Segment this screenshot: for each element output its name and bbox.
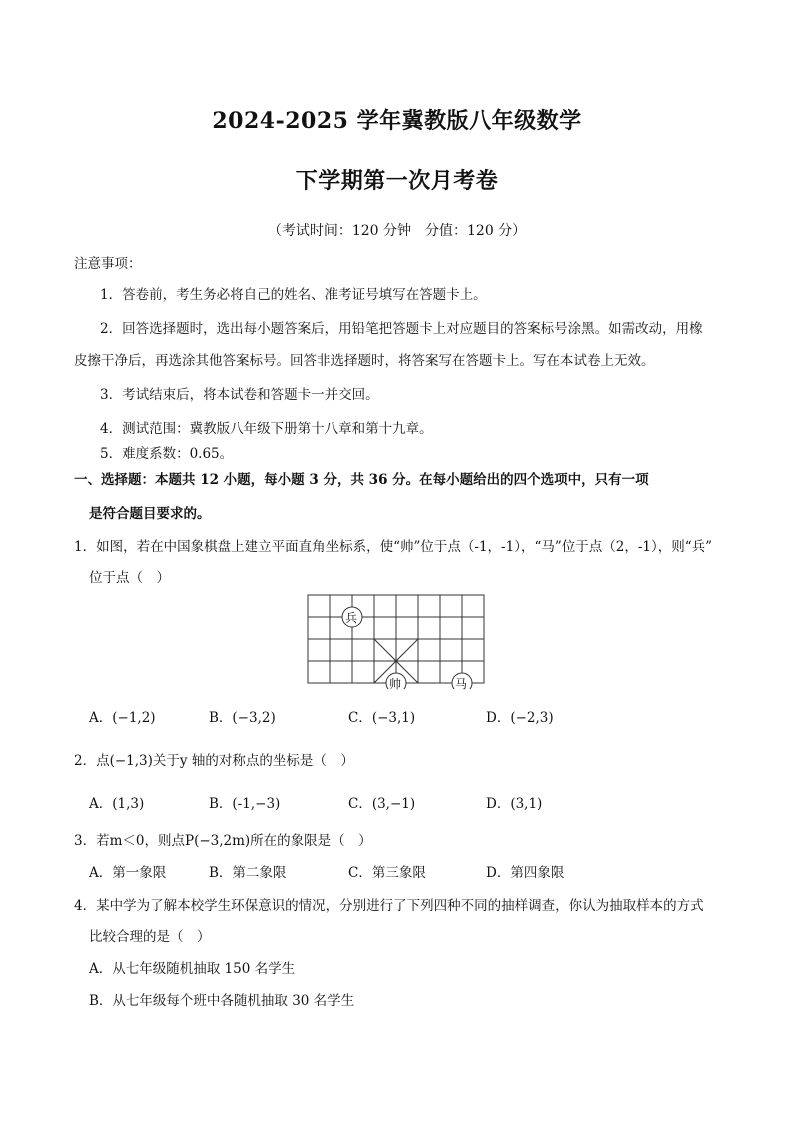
option-b: B．(−3,2) bbox=[209, 710, 276, 726]
note-item: 皮擦干净后，再选涂其他答案标号。回答非选择题时，将答案写在答题卡上。写在本试卷上无效。 bbox=[74, 353, 655, 369]
page-subtitle: 下学期第一次月考卷 bbox=[295, 168, 499, 194]
section-heading: 一、选择题：本题共 12 小题，每小题 3 分，共 36 分。在每小题给出的四个选项中，只有一项 bbox=[74, 472, 649, 488]
note-item: 1．答卷前，考生务必将自己的姓名、准考证号填写在答题卡上。 bbox=[100, 287, 487, 303]
question-stem-cont: 比较合理的是（ ） bbox=[89, 929, 211, 945]
question-stem: 2．点(−1,3)关于y 轴的对称点的坐标是（ ） bbox=[74, 753, 354, 769]
option-c: C．(−3,1) bbox=[348, 710, 416, 726]
horse-label: 马 bbox=[455, 677, 468, 691]
option-d: D．第四象限 bbox=[486, 865, 565, 881]
note-item: 5．难度系数：0.65。 bbox=[100, 446, 234, 462]
question-stem: 3．若m＜0，则点P(−3,2m)所在的象限是（ ） bbox=[74, 833, 372, 849]
option-a: A．第一象限 bbox=[89, 865, 167, 881]
option-b: B．从七年级每个班中各随机抽取 30 名学生 bbox=[89, 993, 355, 1009]
option-a: A．从七年级随机抽取 150 名学生 bbox=[89, 961, 296, 977]
chess-board-figure bbox=[300, 589, 490, 689]
general-label: 帅 bbox=[389, 677, 402, 691]
option-d: D．(−2,3) bbox=[486, 710, 554, 726]
note-item: 3．考试结束后，将本试卷和答题卡一并交回。 bbox=[100, 387, 379, 403]
note-item: 2．回答选择题时，选出每小题答案后，用铅笔把答题卡上对应题目的答案标号涂黑。如需改动，用橡 bbox=[100, 321, 703, 337]
question-stem: 1．如图，若在中国象棋盘上建立平面直角坐标系，使“帅”位于点（-1，-1），“马”位于点（2，-1），则“兵” bbox=[74, 539, 713, 555]
chess-board-svg bbox=[300, 589, 490, 689]
page-title: 2024-2025 学年冀教版八年级数学 bbox=[212, 108, 582, 134]
soldier-label: 兵 bbox=[345, 611, 358, 625]
section-heading-cont: 是符合题目要求的。 bbox=[89, 506, 211, 522]
notes-heading: 注意事项： bbox=[74, 256, 142, 272]
option-d: D．(3,1) bbox=[486, 796, 543, 812]
question-stem: 4．某中学为了解本校学生环保意识的情况，分别进行了下列四种不同的抽样调查，你认为抽取样本的方式 bbox=[74, 898, 704, 914]
option-c: C．第三象限 bbox=[348, 865, 426, 881]
option-a: A．(1,3) bbox=[89, 796, 145, 812]
exam-info: （考试时间：120 分钟 分值：120 分） bbox=[267, 223, 527, 239]
question-stem-cont: 位于点（ ） bbox=[89, 570, 170, 586]
option-b: B．第二象限 bbox=[209, 865, 287, 881]
option-a: A．(−1,2) bbox=[89, 710, 156, 726]
option-c: C．(3,−1) bbox=[348, 796, 416, 812]
note-item: 4．测试范围：冀教版八年级下册第十八章和第十九章。 bbox=[100, 421, 433, 437]
option-b: B．(-1,−3) bbox=[209, 796, 281, 812]
